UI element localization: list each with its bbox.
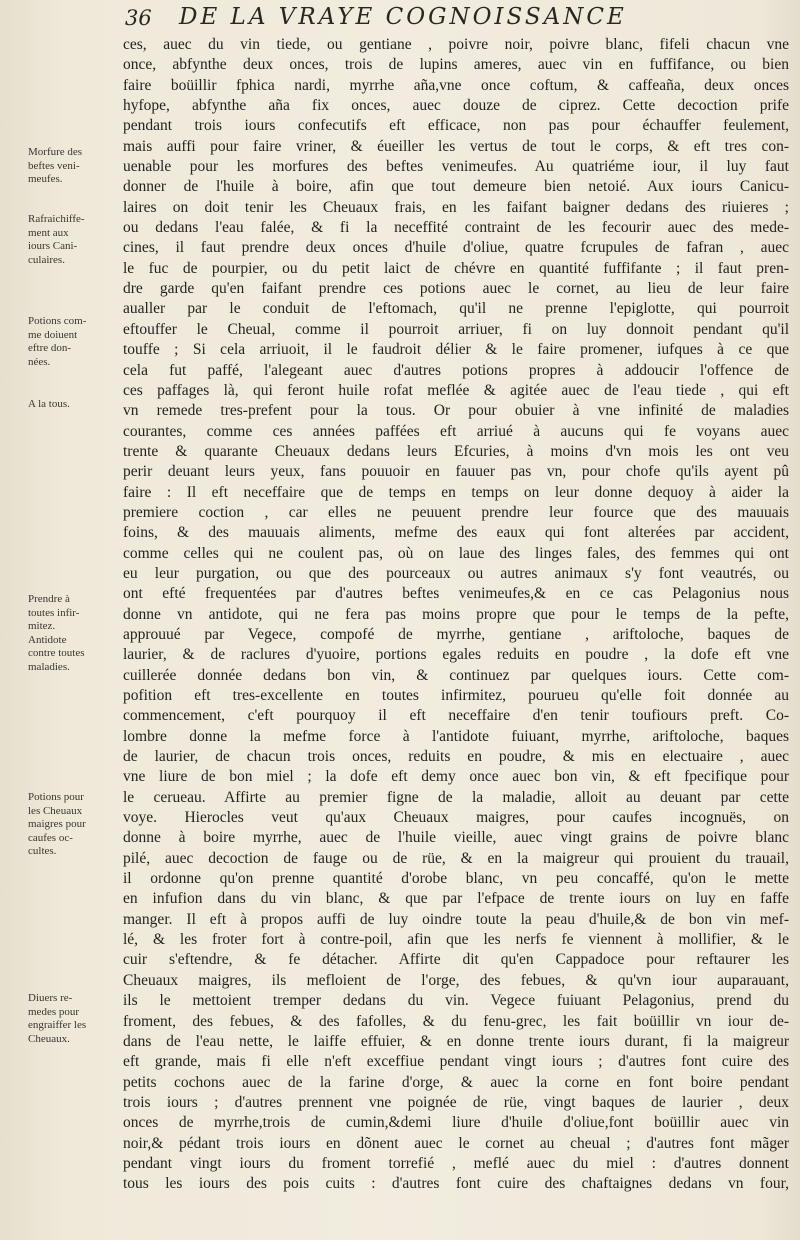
text-line: uenable pour les morfures des beftes venimeufes. Au quatriéme iour, il luy faut [123, 158, 789, 176]
text-line: le cerueau. Affirte au premier figne de la maladie, alloit au deuant par cette [123, 788, 789, 806]
text-line: eu leur purgation, ou que des pourceaux ou autres animaux s'y font veautrés, ou [123, 564, 789, 582]
text-line: en infufion dans du vin blanc, & que par l'efpace de trente iours on luy en faffe [123, 890, 789, 908]
margin-note-line: contre toutes [28, 647, 85, 660]
margin-note-line: Potions pour [28, 791, 84, 803]
page-header [125, 2, 790, 32]
text-line: laurier, & de raclures d'yuoire, portions egales reduits en poudre , la dofe eft vne [123, 646, 789, 664]
text-line: comme celles qui ne coulent pas, où on laue des linges fales, des femmes qui ont [123, 544, 789, 562]
text-line: froment, des febues, & des fafolles, & du fenu-grec, les fait boüillir vn iour de- [123, 1012, 789, 1030]
margin-note-potions [28, 315, 120, 369]
margin-note-line: cultes. [28, 845, 57, 858]
text-line: voye. Hierocles veut qu'aux Cheuaux maigres, pour caufes incognuës, on [123, 809, 789, 827]
text-line: tous les iours des pois cuits : d'autres font cuire des chaftaignes dedans vn four, [123, 1175, 789, 1193]
text-line: petits cochons auec de la farine d'orge, & auec la corne en font boire pendant [123, 1073, 789, 1091]
text-line: le fuc de pourpier, ou du petit laict de chévre en quantité fuffifante ; il faut pren- [123, 259, 789, 277]
text-line: vne liure de bon miel ; la dofe eft demy once auec bon vin, & eft fpecifique pour [123, 768, 789, 786]
text-line: aualler par le conduit de l'eftomach, qu'il ne prenne l'epiglotte, qui pourroit [123, 300, 789, 318]
margin-note-line: ment aux [28, 226, 69, 239]
text-line: manger. Il eft à propos auffi de luy oindre toute la peau d'huile,& de bon vin mef- [123, 910, 789, 928]
text-line: hyfope, abfynthe aña fix onces, auec douze de ciprez. Cette decoction prife [123, 97, 789, 115]
margin-note-line: nées. [28, 355, 51, 368]
text-line: mais auffi pour faire vriner, & éueiller les vertus de tout le corps, & eft tres con- [123, 137, 789, 155]
text-line: lombre donne la mefme force à l'antidote fuiuant, myrrhe, ariftoloche, baques [123, 727, 789, 745]
margin-note-line: culaires. [28, 253, 65, 266]
margin-note-line: meufes. [28, 173, 63, 186]
margin-note-line: Morfure des [28, 146, 83, 158]
text-line: noir,& pédant trois iours en dõnent auec le cornet au cheual ; d'autres font mãger [123, 1134, 789, 1152]
text-line: dre garde qu'en faifant prendre ces potions auec le cornet, au lieu de leur faire [123, 280, 789, 298]
body-text [123, 35, 789, 1195]
text-line: ils le mettoient tremper dedans du vin. Vegece fuiuant Pelagonius, prend du [123, 992, 789, 1010]
text-line: ces paffages là, qui feront huile rofat meflée & agitée auec de l'eau tiede , qui eft [123, 381, 789, 399]
text-line: pilé, auec decoction de fauge ou de rüe, & en la maigreur qui prouient du trauail, [123, 849, 789, 867]
text-line: cela fut paffé, l'alegeant auec d'autres potions propres à addoucir l'offence de [123, 361, 789, 379]
text-line: commencement, c'eft pourquoy il eft neceffaire d'en tenir toufiours preft. Co- [123, 707, 789, 725]
text-line: cuir s'eftendre, & fe détacher. Affirte dit qu'en Cappadoce pour reftaurer les [123, 951, 789, 969]
running-title: DE LA VRAYE COGNOISSANCE [179, 4, 627, 30]
text-line: foins, & des mauuais aliments, mefme des eaux qui font alterées par accident, [123, 524, 789, 542]
text-line: Cheuaux maigres, ils mefloient de l'orge, des febues, & qu'vn iour auparauant, [123, 971, 789, 989]
margin-note-line: me doiuent [28, 328, 78, 341]
text-line: donner de l'huile à boire, afin que tout demeure bien netoié. Aux iours Canicu- [123, 178, 789, 196]
margin-note-potions-maigres [28, 791, 120, 859]
margin-note-line: medes pour [28, 1005, 80, 1018]
text-line: il ordonne qu'on prenne quantité d'orobe blanc, vn peu concaffé, qu'on le mette [123, 870, 789, 888]
margin-note-rafraichissement [28, 213, 120, 267]
text-line: touffe ; Si cela arriuoit, il le faudroit délier & le faire promener, iufques à ce que [123, 341, 789, 359]
margin-note-line: A la tous. [28, 398, 70, 410]
margin-note-line: Rafraichiffe- [28, 213, 85, 225]
margin-notes [0, 0, 118, 1240]
text-line: pendant trois iours confecutifs eft efficace, non pas pour échauffer feulement, [123, 117, 789, 135]
margin-note-line: eftre don- [28, 342, 72, 355]
text-line: ont efté frequentées par d'autres beftes venimeufes,& en ce cas Pelagonius nous [123, 585, 789, 603]
text-line: cines, il faut prendre deux onces d'huile d'oliue, quatre fcrupules de fafran , auec [123, 239, 789, 257]
text-line: ces, auec du vin tiede, ou gentiane , poivre noir, poivre blanc, fifeli chacun vne [123, 36, 789, 53]
text-line: cuillerée donnée dedans bon vin, & continuez par quelques iours. Cette com- [123, 666, 789, 684]
text-line: trois iours ; d'autres prennent vne poignée de rüe, vingt baques de laurier , deux [123, 1093, 789, 1111]
text-line: donne vn antidote, qui ne fera pas moins propre que pour le temps de la pefte, [123, 605, 789, 623]
margin-note-line: beftes veni- [28, 159, 80, 172]
text-line: de laurier, de chacun trois onces, reduits en poudre, & mis en electuaire , auec [123, 748, 789, 766]
margin-note-line: Diuers re- [28, 992, 73, 1004]
text-line: ou dedans l'eau falée, & fi la neceffité contraint de les fecourir auec des mede- [123, 219, 789, 237]
margin-note-diuers-remedes [28, 992, 120, 1046]
margin-note-line: les Cheuaux [28, 804, 83, 817]
text-line: dans de l'eau nette, le laiffe effuier, & en donne trente iours durant, fi la maigreur [123, 1032, 789, 1050]
text-line: eft grande, mais fi elle n'eft exceffiue pendant vingt iours ; d'autres font cuire des [123, 1053, 789, 1071]
text-line: perir deuant leurs yeux, fans pouuoir en fauuer pas vn, pour chofe qu'ils ayent pû [123, 463, 789, 481]
text-line: approuué par Vegece, compofé de myrrhe, gentiane , ariftoloche, baques de [123, 625, 789, 643]
margin-note-line: maigres pour [28, 818, 86, 831]
text-line: faire boüillir fphica nardi, myrrhe aña,vne once coftum, & caffeaña, deux onces [123, 76, 789, 94]
text-line: onces de myrrhe,trois de cumin,&demi liure d'huile d'oliue,font boüillir auec vin [123, 1114, 789, 1132]
margin-note-prendre [28, 593, 120, 675]
margin-note-morsure [28, 146, 120, 187]
text-line: once, abfynthe deux onces, trois de lupins ameres, auec vin en fuffifance, ou bien [123, 56, 789, 74]
page-number: 36 [125, 6, 152, 30]
text-line: donne à boire myrrhe, auec de l'huile vieille, auec vingt grains de poivre blanc [123, 829, 789, 847]
text-line: pendant vingt iours du froment torrefié , meflé auec du miel : d'autres donnent [123, 1154, 789, 1172]
text-line: pofition eft tres-excellente en toutes infirmitez, pourueu qu'elle foit donnée au [123, 687, 789, 704]
text-line: laires on doit tenir les Cheuaux frais, en les faifant baigner dedans des riuieres ; [123, 198, 789, 216]
margin-note-line: maladies. [28, 660, 70, 673]
margin-note-line: caufes oc- [28, 831, 73, 844]
margin-note-a-la-tous [28, 398, 120, 412]
margin-note-line: mitez. [28, 620, 56, 633]
text-line: courantes, comme ces années paffées eft arriué à aucuns qui fe voyans auec [123, 422, 789, 440]
margin-note-line: toutes infir- [28, 606, 80, 619]
margin-note-line: engraiffer les [28, 1019, 87, 1032]
text-line: lé, & les froter fort à contre-poil, afin que les nerfs fe viennent à mollifier, & le [123, 931, 789, 949]
text-line: trente & quarante Cheuaux dedans leurs Efcuries, à moins d'vn mois les ont veu [123, 442, 789, 460]
margin-note-line: Potions com- [28, 315, 87, 327]
margin-note-line: Cheuaux. [28, 1032, 70, 1045]
margin-note-line: Prendre à [28, 593, 70, 605]
text-line: eftouffer le Cheual, comme il pourroit arriuer, fi on luy donnoit pendant qu'il [123, 320, 789, 338]
margin-note-line: iours Cani- [28, 240, 78, 253]
text-line: premiere coction , car elles ne peuuent prendre leur fource que des mauuais [123, 503, 789, 521]
text-line: faire : Il eft neceffaire que de temps en temps on leur donne dequoy à aider la [123, 483, 789, 501]
text-line: vn remede tres-prefent pour la tous. Or pour obuier à vne infinité de maladies [123, 402, 789, 420]
margin-note-line: Antidote [28, 633, 67, 646]
